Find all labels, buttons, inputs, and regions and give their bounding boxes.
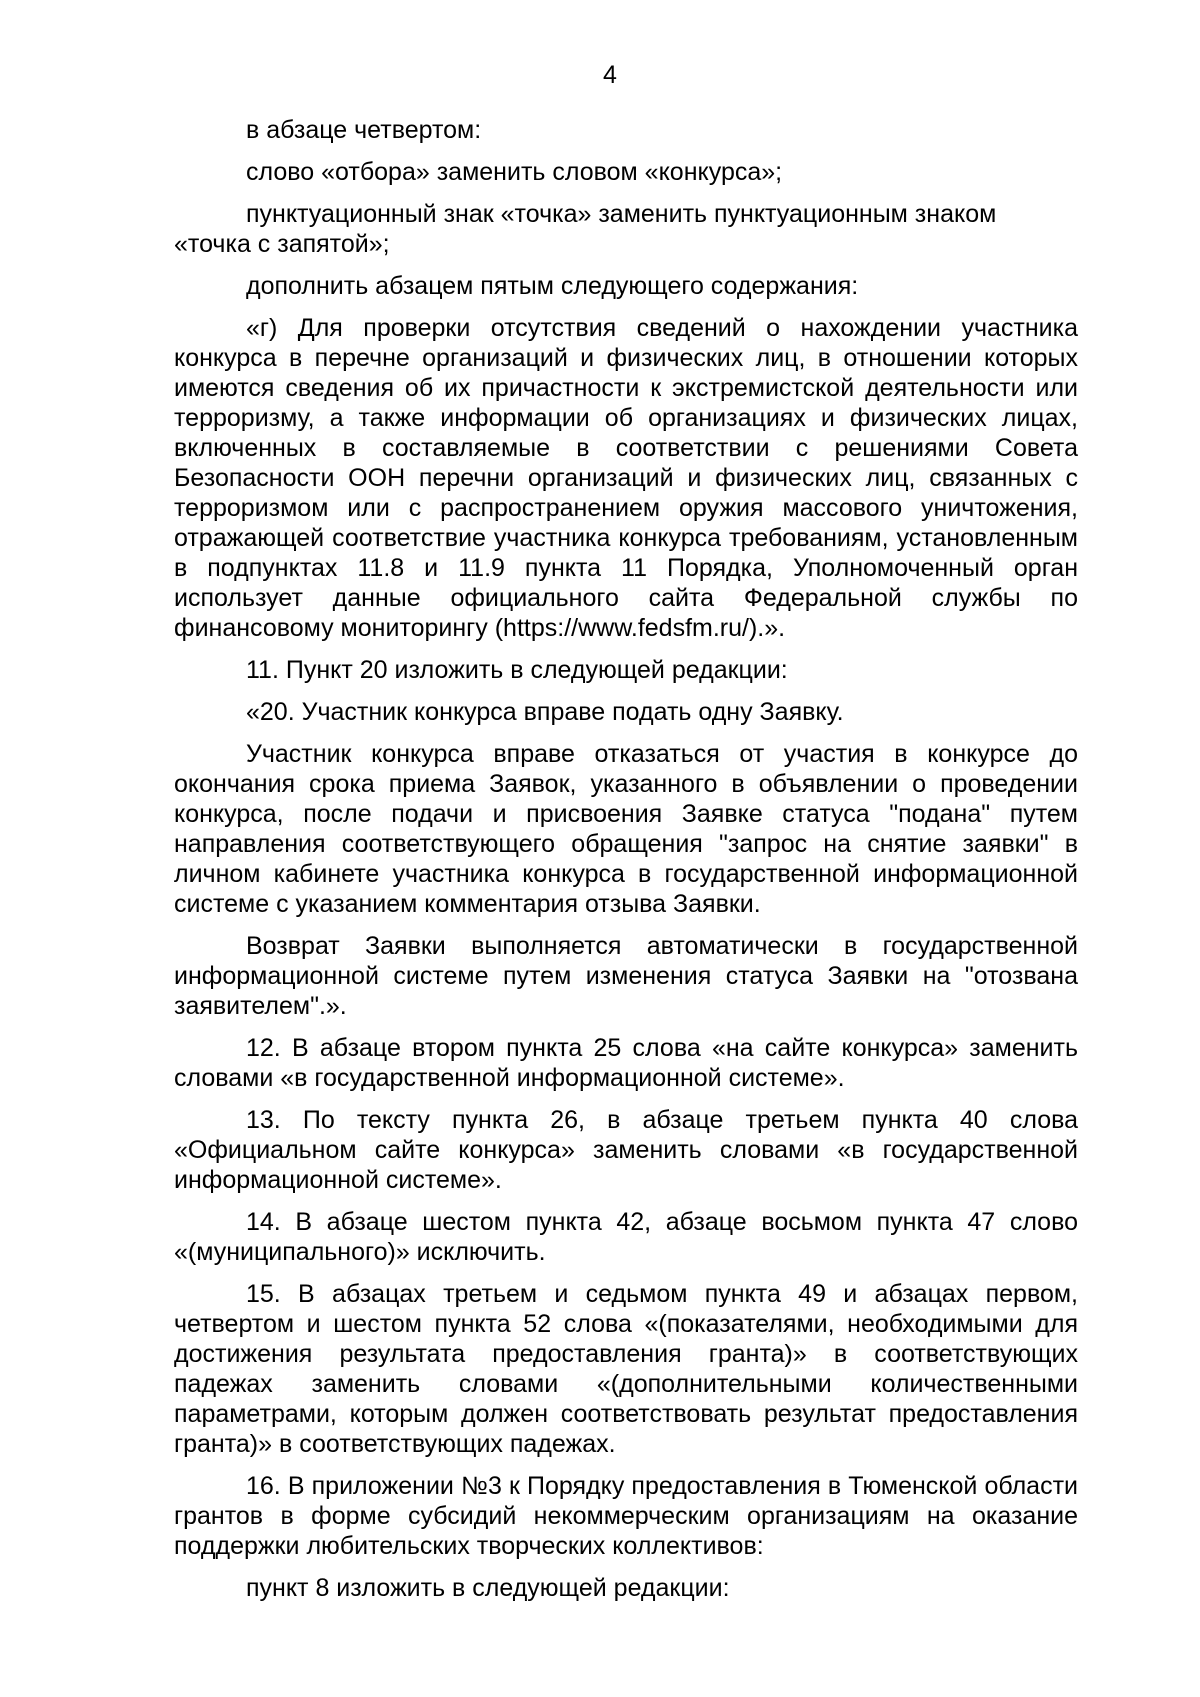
paragraph-item-11: 11. Пункт 20 изложить в следующей редакции: bbox=[246, 656, 788, 684]
paragraph-item-13: 13. По тексту пункта 26, в абзаце третьем пункта 40 слова «Официальном сайте конкурса» заменить словами «в государственной информационной системе». bbox=[174, 1106, 1078, 1194]
paragraph-punktuatsionnyi-znak: пунктуационный знак «точка» заменить пунктуационным знаком «точка с запятой»; bbox=[174, 200, 997, 258]
paragraph-punkt-8: пункт 8 изложить в следующей редакции: bbox=[246, 1574, 730, 1602]
paragraph-slovo-otbora: слово «отбора» заменить словом «конкурса»; bbox=[246, 158, 783, 186]
paragraph-item-g: «г) Для проверки отсутствия сведений о нахождении участника конкурса в перечне организаций и физических лиц, в отношении которых имеются сведения об их причастности к экстремистской деятельности или терроризму, а также информации об организациях и физических лицах, включенных в составляемые в соответствии с решениями Совета Безопасности ООН перечни организаций и физических лиц, связанных с терроризмом или с распространением оружия массового уничтожения, отражающей соответствие участника конкурса требованиям, установленным в подпунктах 11.8 и 11.9 пункта 11 Порядка, Уполномоченный орган использует данные официального сайта Федеральной службы по финансовому мониторингу (https://www.fedsfm.ru/).». bbox=[174, 314, 1078, 642]
paragraph-otkaz-ot-uchastiya: Участник конкурса вправе отказаться от участия в конкурсе до окончания срока приема Заявок, указанного в объявлении о проведении конкурса, после подачи и присвоения Заявке статуса "подана" путем направления соответствующего обращения "запрос на снятие заявки" в личном кабинете участника конкурса в государственной информационной системе с указанием комментария отзыва Заявки. bbox=[174, 740, 1078, 918]
paragraph-item-14: 14. В абзаце шестом пункта 42, абзаце восьмом пункта 47 слово «(муниципального)» исключить. bbox=[174, 1208, 1078, 1266]
paragraph-item-20: «20. Участник конкурса вправе подать одну Заявку. bbox=[246, 698, 844, 726]
paragraph-item-16: 16. В приложении №3 к Порядку предоставления в Тюменской области грантов в форме субсидий некоммерческим организациям на оказание поддержки любительских творческих коллективов: bbox=[174, 1472, 1078, 1560]
paragraph-dopolnit-abzatsem: дополнить абзацем пятым следующего содержания: bbox=[246, 272, 859, 300]
page-number: 4 bbox=[603, 61, 617, 89]
paragraph-item-15: 15. В абзацах третьем и седьмом пункта 49 и абзацах первом, четвертом и шестом пункта 52 слова «(показателями, необходимыми для достижения результата предоставления гранта)» в соответствующих падежах заменить словами «(дополнительными количественными параметрами, которым должен соответствовать результат предоставления гранта)» в соответствующих падежах. bbox=[174, 1280, 1078, 1458]
paragraph-item-12: 12. В абзаце втором пункта 25 слова «на сайте конкурса» заменить словами «в государственной информационной системе». bbox=[174, 1034, 1078, 1092]
paragraph-abzats-chetvertyi: в абзаце четвертом: bbox=[246, 116, 482, 144]
paragraph-vozvrat-zayavki: Возврат Заявки выполняется автоматически в государственной информационной системе путем изменения статуса Заявки на "отозвана заявителем".». bbox=[174, 932, 1078, 1020]
